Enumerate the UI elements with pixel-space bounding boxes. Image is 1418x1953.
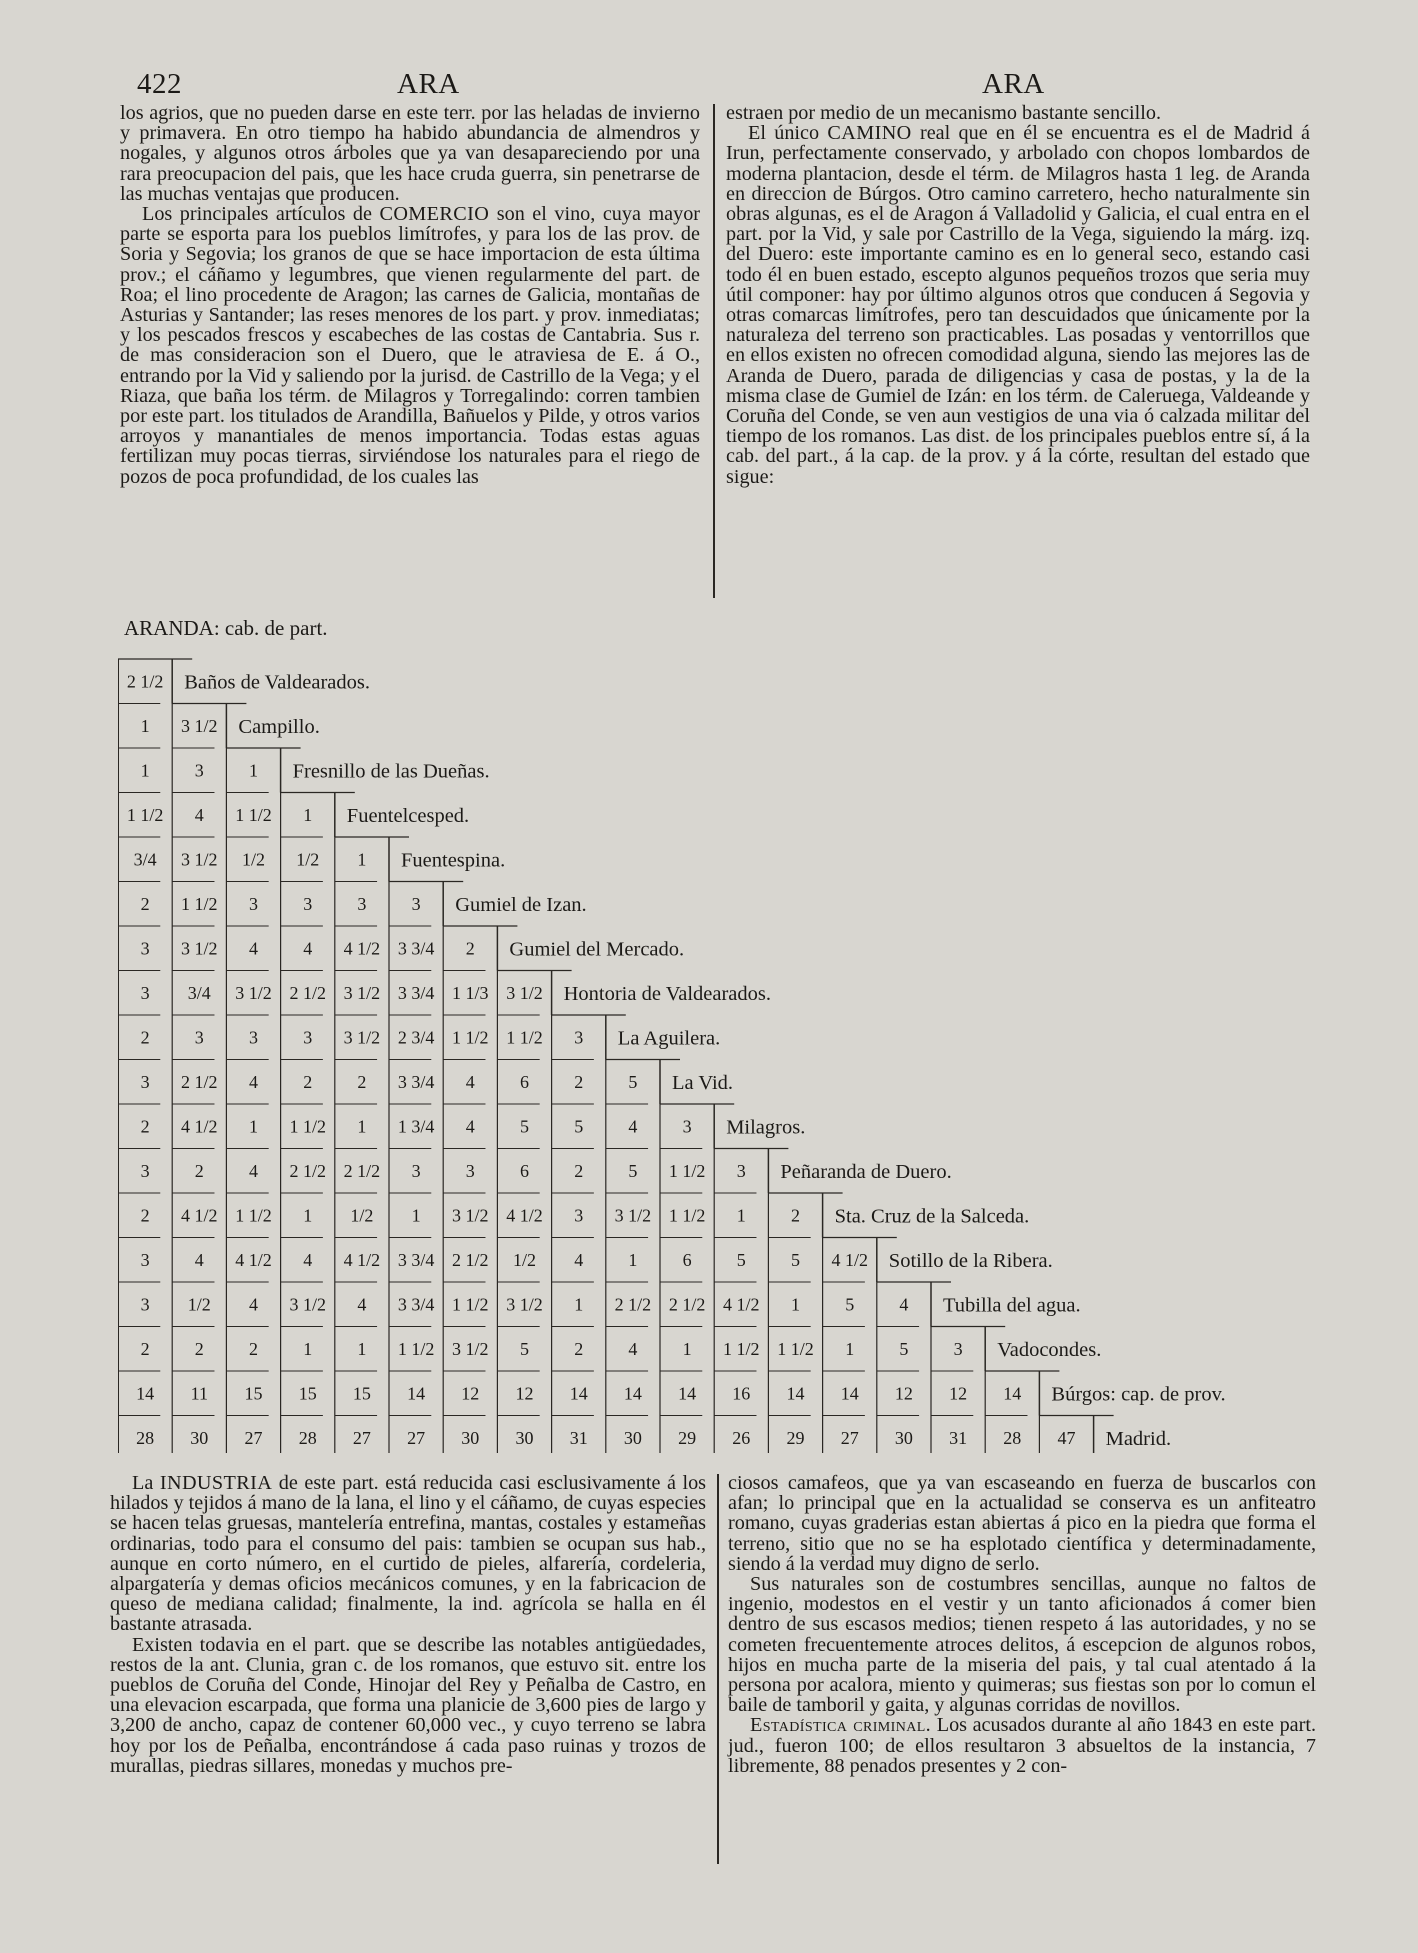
table-cell: 2 1/2 — [614, 1294, 652, 1315]
table-cell: 12 — [461, 1383, 480, 1404]
table-cell: 5 — [845, 1294, 855, 1315]
table-cell: 2 — [140, 1338, 150, 1359]
text-column-top-left — [120, 103, 700, 487]
table-cell: 12 — [515, 1383, 534, 1404]
table-cell: 3 — [736, 1160, 746, 1181]
table-cell: 14 — [1003, 1383, 1022, 1404]
table-cell: 1 — [303, 1205, 313, 1226]
table-cell: 5 — [791, 1249, 800, 1270]
table-cell: 1 — [628, 1249, 638, 1270]
table-cell: 4 — [574, 1249, 584, 1270]
town-name: Campillo. — [238, 715, 320, 738]
table-cell: 14 — [840, 1383, 859, 1404]
table-cell: 3 — [140, 1249, 150, 1270]
table-cell: 2 — [194, 1160, 204, 1181]
keyword-roads: CAMINO — [827, 122, 912, 145]
text-run: La — [132, 1472, 154, 1494]
table-cell: 3 — [249, 893, 258, 914]
table-cell: 2 — [249, 1338, 258, 1359]
table-cell: 27 — [352, 1427, 371, 1448]
text-run: son el vino, cuya mayor parte se esporta para los pueblos limítrofes, y para los de las prov. de Soria y Segovia; los granos de que se hace importacion de esta última prov.; el cáñamo y legumbres, que vienen regularmente del part. de Roa; el lino procedente de Aragon; las carnes de Galicia, montañas de Asturias y Santander; las reses menores de los part. y prov. inmediatas; y los pescados frescos y escabeches de las costas de Cantabria. Sus r. de mas consideracion son el Duero, que le atraviesa de E. á O., entrando por la Vid y saliendo por la jurisd. de Castrillo de la Vega; y el Riaza, que baña los térm. de Milagros y Torregalindo: corren tambien por este part. los titulados de Arandilla, Bañuelos y Pilde, y otros varios arroyos y manantiales de menos importancia. Todas estas aguas fertilizan muy pocas tierras, sirviéndose los naturales para el riego de pozos de poca profundidad, de los cuales las — [120, 203, 701, 488]
table-cell: 1 1/2 — [126, 804, 164, 825]
table-cell: 2 — [140, 1116, 150, 1137]
table-cell: 2 — [140, 1205, 150, 1226]
table-cell: 30 — [190, 1427, 209, 1448]
page-number: 422 — [137, 68, 182, 100]
town-name: Peñaranda de Duero. — [780, 1160, 952, 1183]
keyword-criminal-stats: Estadística criminal. — [750, 1714, 932, 1737]
table-cell: 3 1/2 — [289, 1294, 326, 1315]
table-cell: 3 3/4 — [397, 1249, 435, 1270]
table-cell: 2 1/2 — [289, 1160, 326, 1181]
table-cell: 3 1/2 — [452, 1338, 489, 1359]
table-cell: 1 — [140, 760, 150, 781]
table-cell: 4 — [303, 938, 313, 959]
table-cell: 1 — [140, 715, 150, 736]
table-cell: 2 — [357, 1071, 367, 1092]
table-cell: 1 1/2 — [452, 1294, 489, 1315]
table-cell: 15 — [352, 1383, 371, 1404]
table-cell: 1 — [791, 1294, 800, 1315]
town-name: Madrid. — [1105, 1427, 1172, 1450]
table-cell: 4 1/2 — [181, 1205, 218, 1226]
table-cell: 29 — [678, 1427, 697, 1448]
town-name: Baños de Valdearados. — [184, 671, 370, 694]
table-cell: 15 — [298, 1383, 317, 1404]
table-cell: 1 — [574, 1294, 584, 1315]
table-cell: 5 — [574, 1116, 584, 1137]
table-cell: 4 1/2 — [181, 1116, 218, 1137]
table-cell: 4 — [357, 1294, 367, 1315]
table-cell: 2 — [465, 938, 475, 959]
town-name: Milagros. — [726, 1116, 806, 1139]
table-cell: 1 1/2 — [723, 1338, 760, 1359]
town-name: Fuentespina. — [401, 849, 506, 872]
table-cell: 2 1/2 — [289, 982, 326, 1003]
table-cell: 11 — [190, 1383, 208, 1404]
table-cell: 3 — [194, 760, 204, 781]
keyword-commerce: COMERCIO — [379, 203, 490, 226]
table-cell: 1/2 — [241, 849, 266, 870]
table-cell: 5 — [520, 1338, 529, 1359]
table-cell: 3 1/2 — [343, 1027, 381, 1048]
paragraph-continuation: estraen por medio de un mecanismo bastante sencillo. — [726, 102, 1162, 124]
column-divider — [713, 104, 715, 598]
table-cell: 4 1/2 — [831, 1249, 868, 1270]
table-cell: 3 1/2 — [506, 982, 543, 1003]
table-cell: 3 1/2 — [181, 715, 218, 736]
table-cell: 47 — [1057, 1427, 1076, 1448]
text-run: real que en él se encuentra es el de Madrid á Irun, perfectamente conservado, y arbolado con chopos lombardos de moderna plantacion, desde el térm. de Milagros hasta 1 leg. de Aranda en direccion de Búrgos. Otro camino carretero, hecho naturalmente sin obras algunas, es el de Aragon á Valladolid y Galicia, el cual entra en el part. por la Vid, y sale por Castrillo de la Vega, siguiendo la márg. izq. del Duero: este importante camino es en lo general seco, estando casi todo él en buen estado, escepto algunos pequeños trozos que seria muy útil componer: hay por último algunos otros que conducen á Segovia y otras comarcas limítrofes, pero tan descuidados que únicamente por la naturaleza del terreno son practicables. Las posadas y ventorrillos que en ellos existen no ofrecen comodidad alguna, siendo las mejores las de Aranda de Duero, parada de diligencias y casa de postas, y la de la misma clase de Gumiel de Izán: en los térm. de Caleruega, Valdeande y Coruña del Conde, se ven aun vestigios de una via ó calzada militar del tiempo de los romanos. Las dist. de los principales pueblos entre sí, á la cab. del part., á la cap. de la prov. y á la córte, resultan del estado que sigue: — [726, 122, 1311, 488]
table-cell: 3 — [411, 893, 421, 914]
table-cell: 1 — [357, 1338, 367, 1359]
table-cell: 3 1/2 — [614, 1205, 652, 1226]
table-cell: 1 1/2 — [181, 893, 218, 914]
table-cell: 16 — [732, 1383, 751, 1404]
table-cell: 3 1/2 — [181, 938, 218, 959]
table-cell: 1 1/2 — [235, 804, 272, 825]
distance-table — [118, 653, 1318, 1453]
table-cell: 5 — [628, 1160, 638, 1181]
table-cell: 3 1/2 — [506, 1294, 543, 1315]
table-cell: 4 — [628, 1338, 638, 1359]
table-cell: 4 1/2 — [723, 1294, 760, 1315]
table-cell: 3 — [574, 1205, 584, 1226]
table-cell: 4 — [465, 1071, 475, 1092]
table-cell: 3 — [411, 1160, 421, 1181]
table-cell: 5 — [899, 1338, 909, 1359]
table-cell: 1 1/2 — [289, 1116, 326, 1137]
table-cell: 4 — [628, 1116, 638, 1137]
table-cell: 1/2 — [350, 1205, 374, 1226]
column-divider — [717, 1474, 719, 1864]
table-cell: 1 — [357, 849, 367, 870]
table-cell: 30 — [894, 1427, 913, 1448]
table-cell: 2 1/2 — [668, 1294, 706, 1315]
table-cell: 2 1/2 — [343, 1160, 381, 1181]
table-cell: 1 — [303, 804, 313, 825]
text-column-bottom-right — [728, 1473, 1316, 1776]
paragraph-industry — [110, 1473, 706, 1635]
paragraph-antiquities: Existen todavia en el part. que se describe las notables antigüedades, restos de la ant. Clunia, gran c. de los romanos, que estuvo sit. entre los pueblos de Coruña del Conde, Hinojar del Rey y Peñalba de Castro, en una elevacion escarpada, que forma una planicie de 3,600 pies de largo y 3,200 de ancho, capaz de contener 60,000 vec., y cuyo terreno se labra hoy por los de Peñalba, encontrándose á cada paso ruinas y trozos de murallas, piedras sillares, monedas y muchos pre- — [110, 1633, 706, 1777]
table-cell: 1 1/2 — [397, 1338, 435, 1359]
table-cell: 27 — [244, 1427, 263, 1448]
table-cell: 12 — [894, 1383, 913, 1404]
table-cell: 30 — [515, 1427, 534, 1448]
table-cell: 5 — [736, 1249, 746, 1270]
table-cell: 3 — [194, 1027, 204, 1048]
table-cell: 2 — [303, 1071, 313, 1092]
town-name: Vadocondes. — [997, 1338, 1102, 1361]
table-cell: 3 1/2 — [181, 849, 218, 870]
paragraph-customs: Sus naturales son de costumbres sencillas, aunque no faltos de ingenio, modestos en el vestir y un tanto aficionados á comer bien dentro de sus escasos medios; tienen respeto á las autoridades, y no se cometen frecuentemente atroces delitos, á escepcion de algunos robos, hijos en mucha parte de la miseria del pais, y tal cual atentado á la persona por acalora, miento y quimeras; sus fiestas son por lo comun el baile de tamboril y gaita, y algunas corridas de novillos. — [728, 1573, 1316, 1717]
table-cell: 29 — [786, 1427, 805, 1448]
running-head-left: ARA — [397, 68, 460, 100]
table-cell: 15 — [244, 1383, 263, 1404]
town-name: Búrgos: cap. de prov. — [1051, 1383, 1226, 1406]
table-cell: 3 3/4 — [397, 1294, 435, 1315]
table-cell: 3 3/4 — [397, 982, 435, 1003]
table-cell: 4 — [303, 1249, 313, 1270]
table-cell: 2 3/4 — [397, 1027, 435, 1048]
table-caption: ARANDA: cab. de part. — [124, 616, 328, 640]
table-cell: 1 — [357, 1116, 367, 1137]
table-cell: 30 — [623, 1427, 642, 1448]
table-cell: 3 — [140, 1071, 150, 1092]
table-cell: 4 — [249, 1071, 258, 1092]
table-cell: 3 3/4 — [397, 1071, 435, 1092]
table-cell: 4 1/2 — [506, 1205, 543, 1226]
table-cell: 2 — [574, 1338, 584, 1359]
table-cell: 26 — [732, 1427, 751, 1448]
table-cell: 2 — [574, 1071, 584, 1092]
table-cell: 28 — [298, 1427, 317, 1448]
town-name: La Aguilera. — [617, 1027, 721, 1050]
town-name: Gumiel del Mercado. — [509, 938, 685, 961]
table-cell: 3 — [953, 1338, 963, 1359]
table-cell: 1 — [736, 1205, 746, 1226]
town-name: Fuentelcesped. — [346, 804, 470, 827]
text-run: de este part. está reducida casi esclusivamente á los hilados y tejidos á mano de la lana, el lino y el cáñamo, de cuyas especies se hacen telas gruesas, mantelería entrefina, mantas, costales y estameñas ordinarias, todo para el consumo del pais: tambien se ocupan sus hab., aunque en corto número, en el curtido de pieles, alfarería, cordeleria, alpargatería y demas oficios mecánicos comunes, y en la fabricacion de queso de mediana calidad; finalmente, la ind. agrícola se halla en él bastante atrasada. — [110, 1472, 707, 1636]
table-cell: 4 — [249, 1294, 258, 1315]
table-cell: 4 1/2 — [235, 1249, 272, 1270]
keyword-industry: INDUSTRIA — [159, 1472, 273, 1494]
paragraph-agriculture: los agrios, que no pueden darse en este terr. por las heladas de invierno y primavera. En otro tiempo ha habido abundancia de almendros y nogales, y algunos otros árboles que ya van desapareciendo por una rara preocupacion del pais, que les hace cruda guerra, sin penetrarse de las muchas ventajas que producen. — [120, 102, 700, 205]
table-cell: 6 — [682, 1249, 692, 1270]
table-cell: 3 1/2 — [452, 1205, 489, 1226]
table-cell: 4 — [194, 804, 204, 825]
town-name: Hontoria de Valdearados. — [563, 982, 772, 1005]
text-run: principales artículos de — [179, 203, 372, 226]
table-cell: 31 — [949, 1427, 968, 1448]
table-cell: 14 — [569, 1383, 588, 1404]
table-cell: 31 — [569, 1427, 588, 1448]
table-cell: 1 1/2 — [452, 1027, 489, 1048]
table-cell: 1 1/2 — [668, 1205, 706, 1226]
table-cell: 1 — [249, 760, 258, 781]
table-cell: 1 1/2 — [235, 1205, 272, 1226]
text-column-top-right — [726, 103, 1310, 487]
table-cell: 2 — [194, 1338, 204, 1359]
table-cell: 1 — [845, 1338, 855, 1359]
table-cell: 30 — [461, 1427, 480, 1448]
table-cell: 3 1/2 — [235, 982, 272, 1003]
table-cell: 4 1/2 — [343, 1249, 381, 1270]
table-cell: 2 1/2 — [126, 671, 164, 692]
town-name: La Vid. — [672, 1071, 734, 1094]
table-cell: 3 — [303, 1027, 313, 1048]
running-head-right: ARA — [982, 68, 1045, 100]
table-cell: 3/4 — [133, 849, 157, 870]
table-cell: 14 — [678, 1383, 697, 1404]
table-cell: 3 — [140, 1160, 150, 1181]
table-cell: 1 3/4 — [397, 1116, 435, 1137]
table-cell: 1 1/2 — [777, 1338, 814, 1359]
table-cell: 1 1/2 — [506, 1027, 543, 1048]
table-cell: 14 — [786, 1383, 805, 1404]
table-cell: 3 — [140, 1294, 150, 1315]
table-cell: 4 — [899, 1294, 909, 1315]
table-cell: 1 1/3 — [452, 982, 489, 1003]
paragraph-commerce: Los principales artículos de COMERCIO son el vino, cuya mayor parte se esporta para los pueblos limítrofes, y para los de las prov. de Soria y Segovia; los granos de que se hace importacion de esta última prov.; el cáñamo y legumbres, que vienen regularmente del part. de Roa; el lino procedente de Aragon; las carnes de Galicia, montañas de Asturias y Santander; las reses menores de los part. y prov. inmediatas; y los pescados frescos y escabeches de las costas de Cantabria. Sus r. de mas consideracion son el Duero, que le atraviesa de E. á O., entrando por la Vid y saliendo por la jurisd. de Castrillo de la Vega; y el Riaza, que baña los térm. de Milagros y Torregalindo: corren tambien por este part. los titulados de Arandilla, Bañuelos y Pilde, y otros varios arroyos y manantiales de menos importancia. Todas estas aguas fertilizan muy pocas tierras, sirviéndose los naturales para el riego de pozos de poca profundidad, de los cuales las — [120, 203, 701, 488]
table-cell: 4 — [249, 938, 258, 959]
table-cell: 5 — [520, 1116, 529, 1137]
text-column-bottom-left — [110, 1473, 706, 1776]
table-cell: 4 — [194, 1249, 204, 1270]
table-cell: 2 — [791, 1205, 800, 1226]
table-cell: 1/2 — [296, 849, 320, 870]
table-cell: 3 — [140, 982, 150, 1003]
table-cell: 14 — [623, 1383, 642, 1404]
table-cell: 4 1/2 — [343, 938, 381, 959]
table-cell: 3 — [303, 893, 313, 914]
table-cell: 1 — [411, 1205, 421, 1226]
table-cell: 14 — [136, 1383, 155, 1404]
table-cell: 3 — [249, 1027, 258, 1048]
table-cell: 3 3/4 — [397, 938, 435, 959]
table-cell: 3 — [357, 893, 367, 914]
table-cell: 1 — [682, 1338, 692, 1359]
table-cell: 4 — [249, 1160, 258, 1181]
table-cell: 2 — [574, 1160, 584, 1181]
table-cell: 2 — [140, 893, 150, 914]
table-cell: 28 — [136, 1427, 155, 1448]
table-cell: 3/4 — [187, 982, 211, 1003]
table-cell: 2 1/2 — [452, 1249, 489, 1270]
table-cell: 2 1/2 — [181, 1071, 218, 1092]
table-cell: 2 — [140, 1027, 150, 1048]
table-cell: 4 — [465, 1116, 475, 1137]
town-name: Fresnillo de las Dueñas. — [292, 760, 490, 783]
table-cell: 3 — [574, 1027, 584, 1048]
table-cell: 3 — [682, 1116, 692, 1137]
table-cell: 28 — [1003, 1427, 1022, 1448]
table-cell: 1/2 — [187, 1294, 211, 1315]
town-name: Tubilla del agua. — [943, 1294, 1081, 1317]
table-cell: 6 — [520, 1160, 529, 1181]
text-run: El único — [748, 122, 820, 145]
table-cell: 1/2 — [512, 1249, 537, 1270]
paragraph-roads — [726, 123, 1310, 487]
table-cell: 1 — [303, 1338, 313, 1359]
table-cell: 1 — [249, 1116, 258, 1137]
paragraph-criminal-stats — [728, 1715, 1316, 1776]
table-cell: 3 — [465, 1160, 475, 1181]
paragraph-continuation: ciosos camafeos, que ya van escaseando en fuerza de buscarlos con afan; lo principal que en la actualidad se conserva es un anfiteatro romano, cuyas graderias estan abiertas á pico en la piedra que forma el terreno, sitio que no se ha esplotado científica y determinadamente, siendo á la verdad muy digno de serlo. — [728, 1472, 1316, 1575]
town-name: Sta. Cruz de la Salceda. — [834, 1205, 1030, 1228]
town-name: Gumiel de Izan. — [455, 893, 587, 916]
table-cell: 1 1/2 — [668, 1160, 706, 1181]
table-cell: 14 — [407, 1383, 426, 1404]
table-cell: 27 — [840, 1427, 859, 1448]
table-cell: 6 — [520, 1071, 529, 1092]
table-cell: 12 — [949, 1383, 968, 1404]
table-cell: 3 1/2 — [343, 982, 381, 1003]
table-cell: 3 — [140, 938, 150, 959]
text-run: Los acusados durante al año 1843 en este part. jud., fueron 100; de ellos resultaron 3 absueltos de la instancia, 7 libremente, 88 penados presentes y 2 con- — [728, 1714, 1317, 1777]
table-cell: 5 — [628, 1071, 638, 1092]
town-name: Sotillo de la Ribera. — [888, 1249, 1053, 1272]
table-cell: 27 — [407, 1427, 426, 1448]
